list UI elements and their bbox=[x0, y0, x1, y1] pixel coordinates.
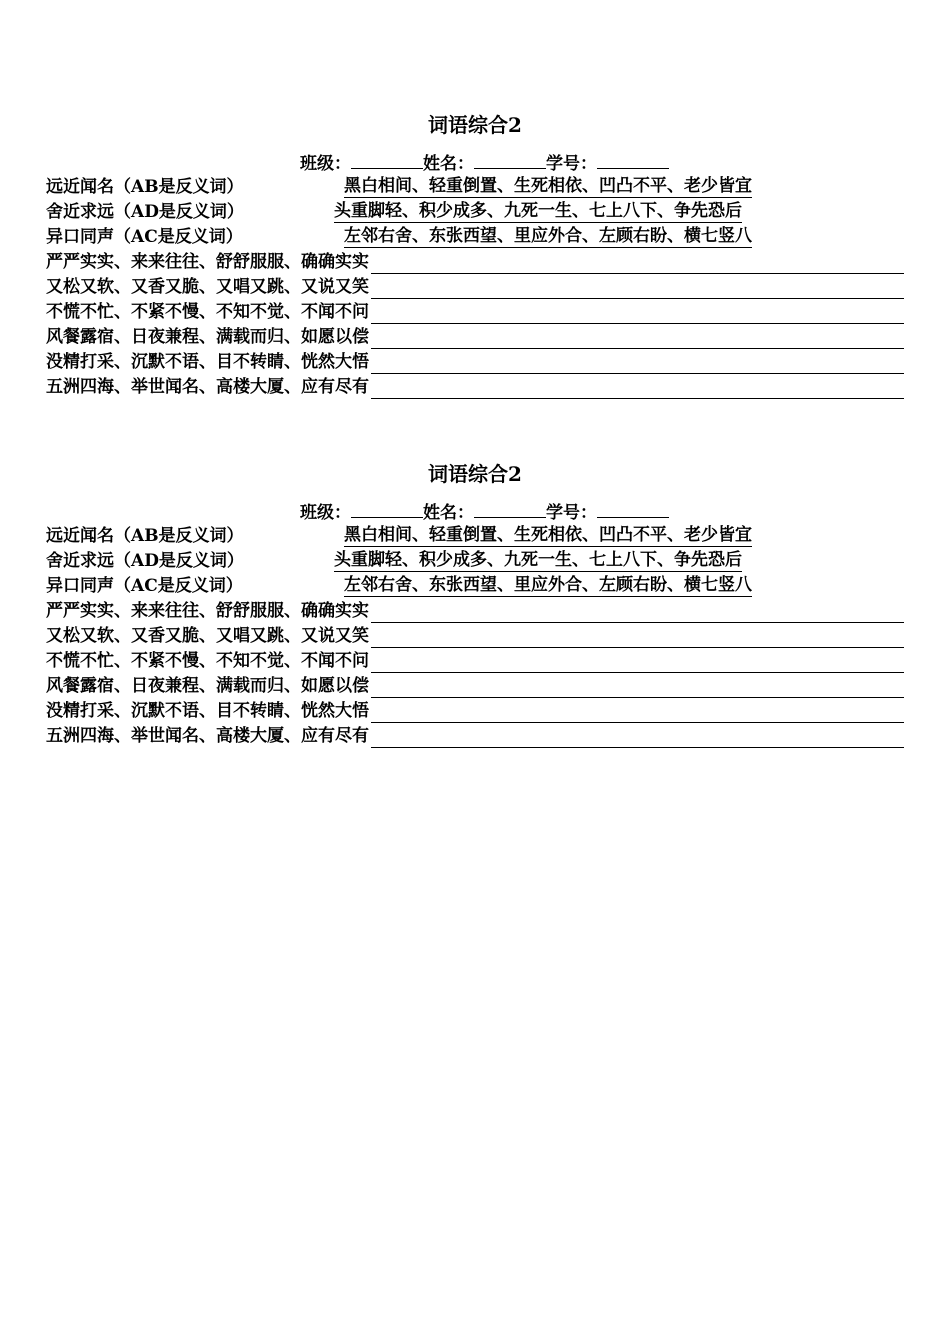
word-group: 不慌不忙、不紧不慢、不知不觉、不闻不问 bbox=[46, 302, 369, 322]
id-label: 学号： bbox=[546, 154, 597, 174]
word-row bbox=[46, 275, 904, 300]
word-group: 严严实实、来来往往、舒舒服服、确确实实 bbox=[46, 601, 369, 621]
answer-line[interactable] bbox=[371, 348, 904, 349]
word-row bbox=[46, 250, 904, 275]
answer-line[interactable] bbox=[371, 298, 904, 299]
answer-line[interactable] bbox=[371, 672, 904, 673]
pattern-label: 舍近求远（AD是反义词） bbox=[46, 202, 244, 222]
class-label: 班级： bbox=[300, 154, 351, 174]
pattern-examples: 左邻右舍、东张西望、里应外合、左顾右盼、横七竖八 bbox=[344, 226, 752, 246]
word-group: 不慌不忙、不紧不慢、不知不觉、不闻不问 bbox=[46, 651, 369, 671]
answer-line[interactable] bbox=[371, 398, 904, 399]
id-blank[interactable] bbox=[597, 150, 669, 169]
word-row bbox=[46, 325, 904, 350]
id-blank[interactable] bbox=[597, 499, 669, 518]
student-info bbox=[300, 150, 669, 176]
pattern-row bbox=[46, 225, 904, 250]
word-row bbox=[46, 624, 904, 649]
word-group: 没精打采、沉默不语、目不转睛、恍然大悟 bbox=[46, 352, 369, 372]
word-row bbox=[46, 375, 904, 400]
word-group: 又松又软、又香又脆、又唱又跳、又说又笑 bbox=[46, 626, 369, 646]
class-label: 班级： bbox=[300, 503, 351, 523]
word-group: 又松又软、又香又脆、又唱又跳、又说又笑 bbox=[46, 277, 369, 297]
class-blank[interactable] bbox=[351, 150, 423, 169]
pattern-examples: 头重脚轻、积少成多、九死一生、七上八下、争先恐后 bbox=[334, 201, 742, 221]
word-group: 风餐露宿、日夜兼程、满载而归、如愿以偿 bbox=[46, 676, 369, 696]
pattern-examples: 左邻右舍、东张西望、里应外合、左顾右盼、横七竖八 bbox=[344, 575, 752, 595]
class-blank[interactable] bbox=[351, 499, 423, 518]
name-blank[interactable] bbox=[474, 499, 546, 518]
answer-line[interactable] bbox=[371, 323, 904, 324]
word-group: 严严实实、来来往往、舒舒服服、确确实实 bbox=[46, 252, 369, 272]
pattern-label: 远近闻名（AB是反义词） bbox=[46, 526, 244, 546]
answer-line[interactable] bbox=[371, 373, 904, 374]
pattern-row bbox=[46, 200, 904, 225]
word-group: 风餐露宿、日夜兼程、满载而归、如愿以偿 bbox=[46, 327, 369, 347]
word-row bbox=[46, 699, 904, 724]
word-row bbox=[46, 724, 904, 749]
pattern-row bbox=[46, 574, 904, 599]
id-label: 学号： bbox=[546, 503, 597, 523]
pattern-examples: 黑白相间、轻重倒置、生死相依、凹凸不平、老少皆宜 bbox=[344, 525, 752, 545]
student-info bbox=[300, 499, 669, 525]
worksheet-title: 词语综合2 bbox=[428, 462, 522, 486]
word-group: 五洲四海、举世闻名、高楼大厦、应有尽有 bbox=[46, 726, 369, 746]
word-row bbox=[46, 300, 904, 325]
answer-line[interactable] bbox=[371, 697, 904, 698]
pattern-row bbox=[46, 549, 904, 574]
answer-line[interactable] bbox=[371, 747, 904, 748]
pattern-examples: 头重脚轻、积少成多、九死一生、七上八下、争先恐后 bbox=[334, 550, 742, 570]
pattern-label: 舍近求远（AD是反义词） bbox=[46, 551, 244, 571]
pattern-row bbox=[46, 524, 904, 549]
name-label: 姓名： bbox=[423, 154, 474, 174]
word-row bbox=[46, 599, 904, 624]
pattern-label: 远近闻名（AB是反义词） bbox=[46, 177, 244, 197]
worksheet-title: 词语综合2 bbox=[428, 113, 522, 137]
answer-line[interactable] bbox=[371, 622, 904, 623]
answer-line[interactable] bbox=[371, 273, 904, 274]
pattern-examples: 黑白相间、轻重倒置、生死相依、凹凸不平、老少皆宜 bbox=[344, 176, 752, 196]
pattern-label: 异口同声（AC是反义词） bbox=[46, 227, 243, 247]
word-row bbox=[46, 350, 904, 375]
pattern-label: 异口同声（AC是反义词） bbox=[46, 576, 243, 596]
name-blank[interactable] bbox=[474, 150, 546, 169]
name-label: 姓名： bbox=[423, 503, 474, 523]
answer-line[interactable] bbox=[371, 647, 904, 648]
word-group: 没精打采、沉默不语、目不转睛、恍然大悟 bbox=[46, 701, 369, 721]
word-row bbox=[46, 649, 904, 674]
word-row bbox=[46, 674, 904, 699]
word-group: 五洲四海、举世闻名、高楼大厦、应有尽有 bbox=[46, 377, 369, 397]
answer-line[interactable] bbox=[371, 722, 904, 723]
pattern-row bbox=[46, 175, 904, 200]
